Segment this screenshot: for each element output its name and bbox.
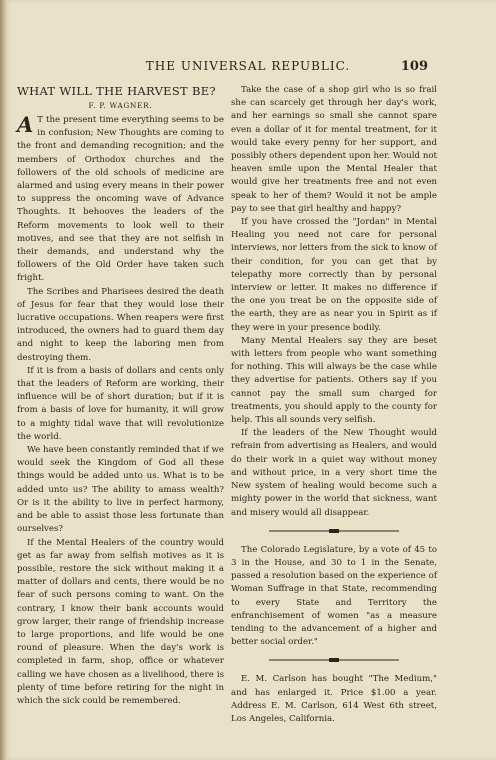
legislature-notice <box>231 544 437 650</box>
article-paragraph: Many Mental Healers say they are beset with letters from people who want something for nothing. This will always be the case while they advertise for patients. Others say if you cannot pay the small sum charged for treatments, you should apply to the county for help. This all sounds very selfish. <box>231 335 437 426</box>
article-paragraph: If you have crossed the "Jordan" in Mental Healing you need not care for personal interviews, nor letters from the sick to know of their condition, for you can get that by telepathy more correctly than by personal interview or letter. It makes no difference if the one you treat be on the opposite side of the earth, they are as near you in Spirit as if they were in your presence bodily. <box>231 217 437 333</box>
article-paragraph: If it is from a basis of dollars and cents only that the leaders of Reform are working, their influence will be of short duration; but if it is from a basis of love for humanity, it will grow to a mighty tidal wave that will revolutionize the world. <box>17 365 224 442</box>
right-column <box>231 84 437 726</box>
article-paragraph: A T the present time everything seems to be in confusion; New Thoughts are coming to the front and demanding recognition; and the members of Orthodox churches and the followers of the old schools of medicine are alarmed and using every means in their power to suppress the oncoming wave of Advance Thoughts. It behooves the leaders of the Reform movements to look well to their motives, and see that they are not selfish in their demands, and understand why the followers of the Old Order have taken such fright. <box>17 112 224 284</box>
notice-paragraph: E. M. Carlson has bought "The Medium," and has enlarged it. Price $1.00 a year. Address E. M. Carlson, 614 West 6th street, Los Angeles, California. <box>231 674 437 724</box>
article-byline: F. P. WAGNER. <box>88 101 153 110</box>
article-title: WHAT WILL THE HARVEST BE? <box>17 84 216 98</box>
notice-paragraph: The Colorado Legislature, by a vote of 45 to 3 in the House, and 30 to 1 in the Senate, passed a resolution based on the experience of Woman Suffrage in that State, recommending to every State and Territory the enfranchisement of women "as a measure tending to the advancement of a higher and better social order." <box>231 544 437 648</box>
article-paragraph: If the Mental Healers of the country would get as far away from selfish motives as it is possible, restore the sick without making it a matter of dollars and cents, there would be no fear of such persons coming to want. On the contrary, I know their bank accounts would grow larger, their range of friendship increase to large proportions, and life would be one round of pleasure. When the day's work is completed in farm, shop, office or whatever calling we have chosen as a livelihood, there is plenty of time before retiring for the night in which the sick could be remembered. <box>17 537 224 706</box>
left-column <box>17 84 224 708</box>
page-number: 109 <box>400 59 428 74</box>
medium-notice <box>231 673 437 726</box>
section-divider-ornament <box>269 528 399 534</box>
section-divider-ornament <box>269 657 399 663</box>
page-header <box>0 59 496 79</box>
article-paragraph: The Scribes and Pharisees desired the death of Jesus for fear that they would lose their lucrative occupations. When reapers were first introduced, the owners had to guard them day and night to keep the laboring men from destroying them. <box>17 286 224 363</box>
article-paragraph: If the leaders of the New Thought would refrain from advertising as Healers, and would do their work in a quiet way without money and without price, in a very short time the New system of healing would become such a mighty power in the world that sickness, want and misery would all disappear. <box>231 428 437 518</box>
article-paragraph: Take the case of a shop girl who is so frail she can scarcely get through her day's work, and her earnings so small she cannot spare even a dollar of it for mental treatment, for it would take every penny for her support, and possibly others dependent upon her. Would not heaven smile upon the Mental Healer that would give her treatments free and not even speak to her of them? Would it not be ample pay to see that girl healthy and happy? <box>231 85 437 214</box>
binding-edge <box>0 0 6 760</box>
drop-cap: A <box>17 112 34 137</box>
running-title: THE UNIVERSAL REPUBLIC. <box>145 59 351 73</box>
article-paragraph: We have been constantly reminded that if we would seek the Kingdom of God all these things would be added unto us. What is to be added unto us? The ability to amass wealth? Or is it the ability to live in perfect harmony, and be able to assist those less fortunate than ourselves? <box>17 445 224 535</box>
